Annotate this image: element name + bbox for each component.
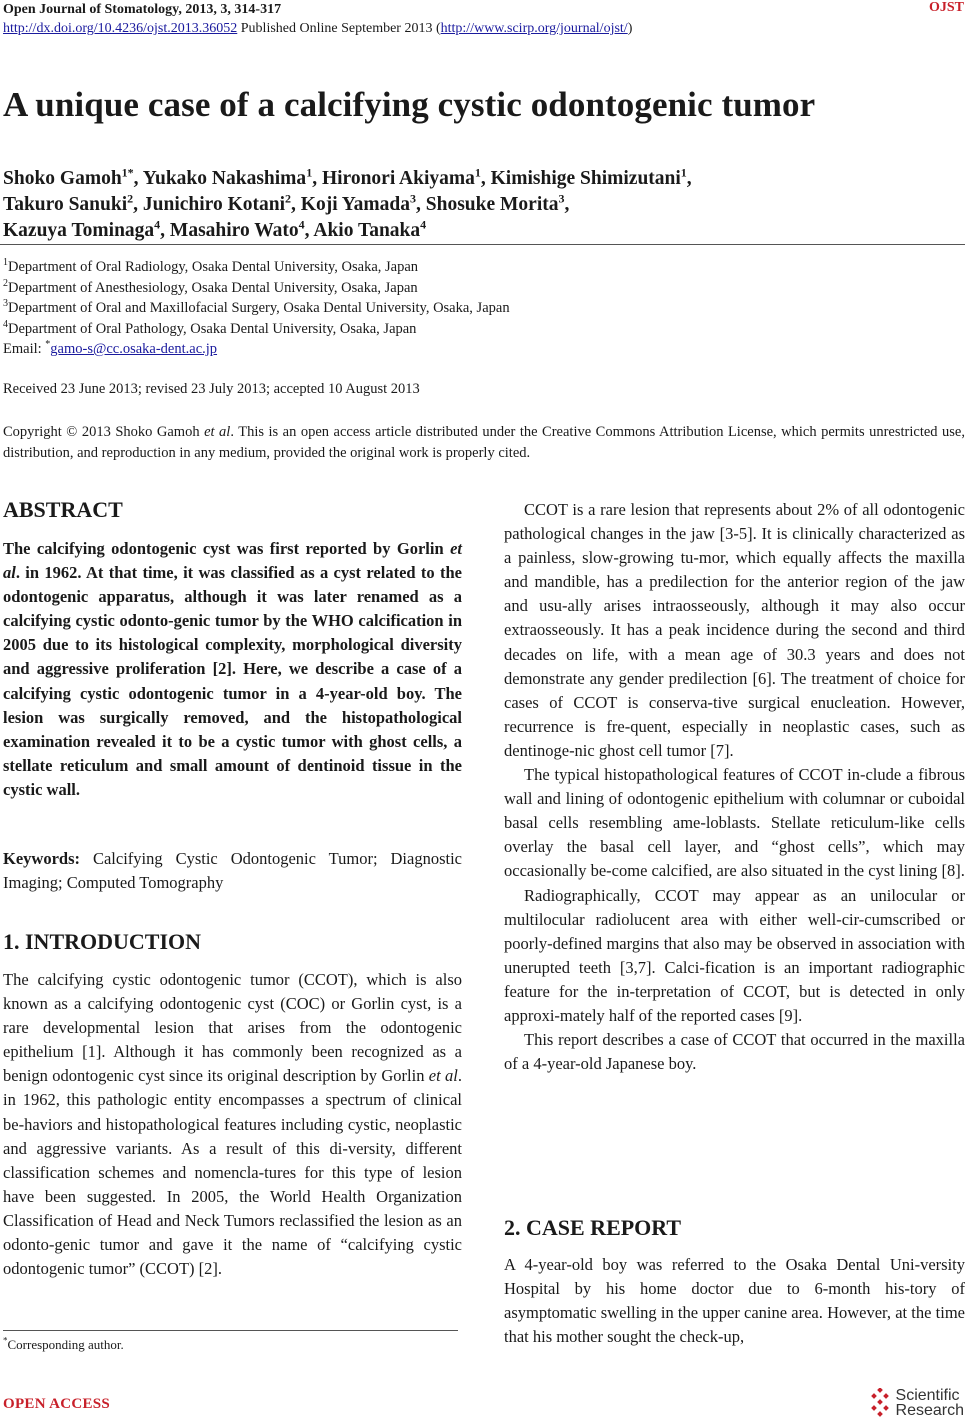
author-name: Masahiro Wato <box>169 220 299 241</box>
publication-line <box>3 19 632 38</box>
footnote-text: Corresponding author. <box>7 1337 124 1352</box>
author-name: Takuro Sanuki <box>3 194 128 215</box>
intro-text: The calcifying cystic odontogenic tumor (CCOT), which is also known as a calcifying odontogenic cyst (COC) or Gorlin cyst, is a rare developmental lesion that arises from the odontogenic epithelium [1]. Although it has commonly been recognized as a benign odontogenic cyst since its original description by Gorlin <box>3 970 462 1086</box>
author-line-2: Takuro Sanuki$^2$, Junichiro Kotani$^2$, Koji Yamada$^3$, Shosuke Morita$^3$, <box>3 191 570 215</box>
abstract-heading: ABSTRACT <box>3 497 123 522</box>
author-affil-sup: 2 <box>127 191 134 206</box>
affiliation-sup: 2 <box>3 277 8 289</box>
email-line <box>3 339 510 360</box>
footnote-rule <box>3 1330 458 1331</box>
keywords-label: Keywords: <box>3 849 80 868</box>
affiliation <box>3 298 510 319</box>
author-affil-sup: 1 <box>474 165 481 180</box>
published-text: Published Online September 2013 ( <box>237 21 441 36</box>
paragraph: Radiographically, CCOT may appear as an unilocular or multilocular radiolucent area with either well-cir-cumscribed or poorly-defined margins that also may be observed in association with unerupted teeth [3,7]. Calci-fication is an important radiographic feature for the in-terpretation of CCOT, but is detected in only approxi-mately half of the reported cases [9]. <box>504 885 965 1025</box>
affiliations <box>3 257 510 360</box>
abstract-body <box>3 537 462 802</box>
doi-link[interactable]: http://dx.doi.org/10.4236/ojst.2013.36052 <box>3 21 238 36</box>
logo-wordmark <box>896 1388 964 1418</box>
paragraph: The typical histopathological features of CCOT in-clude a fibrous wall and lining of odontogenic epithelium with columnar or cuboidal basal cells resembling ame-loblasts. Stellate reticulum-like cells overlay the basal cell layer, and “ghost cells”, which may occasionally be-come calcified, are also situated in the cyst lining [8]. <box>504 765 965 881</box>
author-affil-sup: 4 <box>420 217 427 232</box>
author-affil-sup: 1* <box>121 165 134 180</box>
intro-text-end: . in 1962, this pathologic entity encompasses a spectrum of clinical be-haviors and histopathological features including cystic, neoplastic and aggressive variants. As a result of this di-versity, different classification schemes and nomencla-tures for this type of lesion have been suggested. In 2005, the World Health Organization Classification of Head and Neck Tumors reclassified the lesion as an odonto-genic tumor and gave it the name of “calcifying cystic odontogenic tumor” (CCOT) [2]. <box>3 1066 462 1279</box>
copyright-notice <box>3 422 965 463</box>
affiliation-sup: 4 <box>3 318 8 330</box>
author-affil-sup: 2 <box>285 191 292 206</box>
keywords <box>3 847 462 895</box>
affiliation-text: Department of Oral Radiology, Osaka Dental University, Osaka, Japan <box>8 259 419 275</box>
open-access-label: OPEN ACCESS <box>3 1396 111 1412</box>
paragraph: This report describes a case of CCOT that occurred in the maxilla of a 4-year-old Japanese boy. <box>504 1030 965 1074</box>
logo-line-1: Scientific <box>895 1387 960 1404</box>
copyright-text-end: . This is an open access article distributed under the Creative Commons Attribution License, which permits unrestricted use, distribution, and reproduction in any medium, provided the original work is properly cited. <box>3 424 965 461</box>
copyright-text: Copyright © 2013 Shoko Gamoh <box>3 424 205 440</box>
affiliation <box>3 257 510 278</box>
copyright-etal: et al <box>204 424 231 440</box>
paragraph: CCOT is a rare lesion that represents about 2% of all odontogenic pathological changes in the jaw [3-5]. It is clinically characterized as a painless, slow-growing tu-mor, which equally affects the maxilla and mandible, has a predilection for the anterior region of the jaw and usu-ally arises intraosseously, although it may also occur extraosseously. It has a peak incidence during the second and third decades on life, with a mean age of 30.3 years and does not demonstrate any gender predilection [6]. The treatment of choice for cases of CCOT is conserva-tive surgical enucleation. However, recurrence is fre-quent, especially in neoplastic cases, such as dentinoge-nic ghost cell tumor [7]. <box>504 500 965 760</box>
journal-citation: Open Journal of Stomatology, 2013, 3, 314-317 <box>3 2 282 17</box>
right-column-body <box>504 498 965 1076</box>
author-name: Kazuya Tominaga <box>3 220 155 241</box>
footnote <box>3 1337 124 1353</box>
author-name: Hironori Akiyama <box>321 168 475 189</box>
author-name: Junichiro Kotani <box>142 194 286 215</box>
keywords-text: Calcifying Cystic Odontogenic Tumor; Diagnostic Imaging; Computed Tomography <box>3 849 462 893</box>
email-sup: * <box>45 339 51 351</box>
header-divider <box>0 244 965 245</box>
author-affil-sup: 4 <box>154 217 161 232</box>
scientific-research-logo <box>868 1388 964 1418</box>
close-paren: ) <box>627 21 633 36</box>
journal-abbrev: OJST <box>928 0 964 15</box>
author-name: Akio Tanaka <box>313 220 421 241</box>
email-link[interactable]: gamo-s@cc.osaka-dent.ac.jp <box>50 341 218 357</box>
affiliation-text: Department of Oral and Maxillofacial Surgery, Osaka Dental University, Osaka, Japan <box>8 300 510 316</box>
author-name: Koji Yamada <box>300 194 411 215</box>
affiliation-text: Department of Oral Pathology, Osaka Dental University, Osaka, Japan <box>8 320 417 337</box>
author-name: Yukako Nakashima <box>142 168 307 189</box>
abstract-etal: et al <box>3 539 462 583</box>
footnote-sup: * <box>3 1335 8 1346</box>
author-affil-sup: 3 <box>410 191 417 206</box>
author-list <box>3 166 692 244</box>
introduction-body <box>3 968 462 1281</box>
abstract-text: The calcifying odontogenic cyst was first reported by Gorlin <box>3 539 451 558</box>
abstract-text-end: . in 1962. At that time, it was classified as a cyst related to the odontogenic apparatus, although it was later renamed as a calcifying cystic odonto-genic tumor by the WHO calcification in 2005 due to its histological complexity, morphological diversity and aggressive proliferation [2]. Here, we describe a case of a calcifying cystic odontogenic tumor in a 4-year-old boy. The lesion was surgically removed, and the histopathological examination revealed it to be a cystic tumor with ghost cells, a stellate reticulum and small amount of dentinoid tissue in the cystic wall. <box>3 563 462 799</box>
paper-title: A unique case of a calcifying cystic odontogenic tumor <box>3 85 816 124</box>
author-name: Shosuke Morita <box>425 194 559 215</box>
received-dates: Received 23 June 2013; revised 23 July 2013; accepted 10 August 2013 <box>3 381 420 397</box>
author-affil-sup: 1 <box>680 165 687 180</box>
author-affil-sup: 1 <box>306 165 313 180</box>
author-line-3: Kazuya Tominaga$^4$, Masahiro Wato$^4$, Akio Tanaka$^4$ <box>3 217 427 241</box>
author-name: Kimishige Shimizutani <box>490 168 681 189</box>
author-affil-sup: 3 <box>558 191 565 206</box>
introduction-heading: 1. INTRODUCTION <box>3 929 202 954</box>
affiliation-text: Department of Anesthesiology, Osaka Dental University, Osaka, Japan <box>8 279 418 296</box>
case-report-heading: 2. CASE REPORT <box>504 1215 682 1240</box>
scirp-logo-icon <box>868 1388 892 1418</box>
intro-etal: et al <box>428 1066 458 1086</box>
email-label: Email: <box>3 341 46 357</box>
logo-line-2: Research <box>895 1402 964 1419</box>
affiliation <box>3 319 510 340</box>
affiliation-sup: 1 <box>3 257 8 269</box>
author-name: Shoko Gamoh <box>3 168 122 189</box>
case-report-body: A 4-year-old boy was referred to the Osaka Dental Uni-versity Hospital by his home doctor due to 6-month his-tory of asymptomatic swelling in the upper canine area. However, at the time that his mother sought the check-up, <box>504 1255 965 1347</box>
author-line-1: Shoko Gamoh$^{1*}$, Yukako Nakashima$^1$, Hironori Akiyama$^1$, Kimishige Shimizutani$^1$, <box>3 165 692 189</box>
affiliation-sup: 3 <box>3 298 8 310</box>
journal-link[interactable]: http://www.scirp.org/journal/ojst/ <box>440 21 628 36</box>
running-header <box>3 0 632 38</box>
author-affil-sup: 4 <box>298 217 305 232</box>
affiliation <box>3 278 510 299</box>
affiliation-list <box>3 257 510 339</box>
